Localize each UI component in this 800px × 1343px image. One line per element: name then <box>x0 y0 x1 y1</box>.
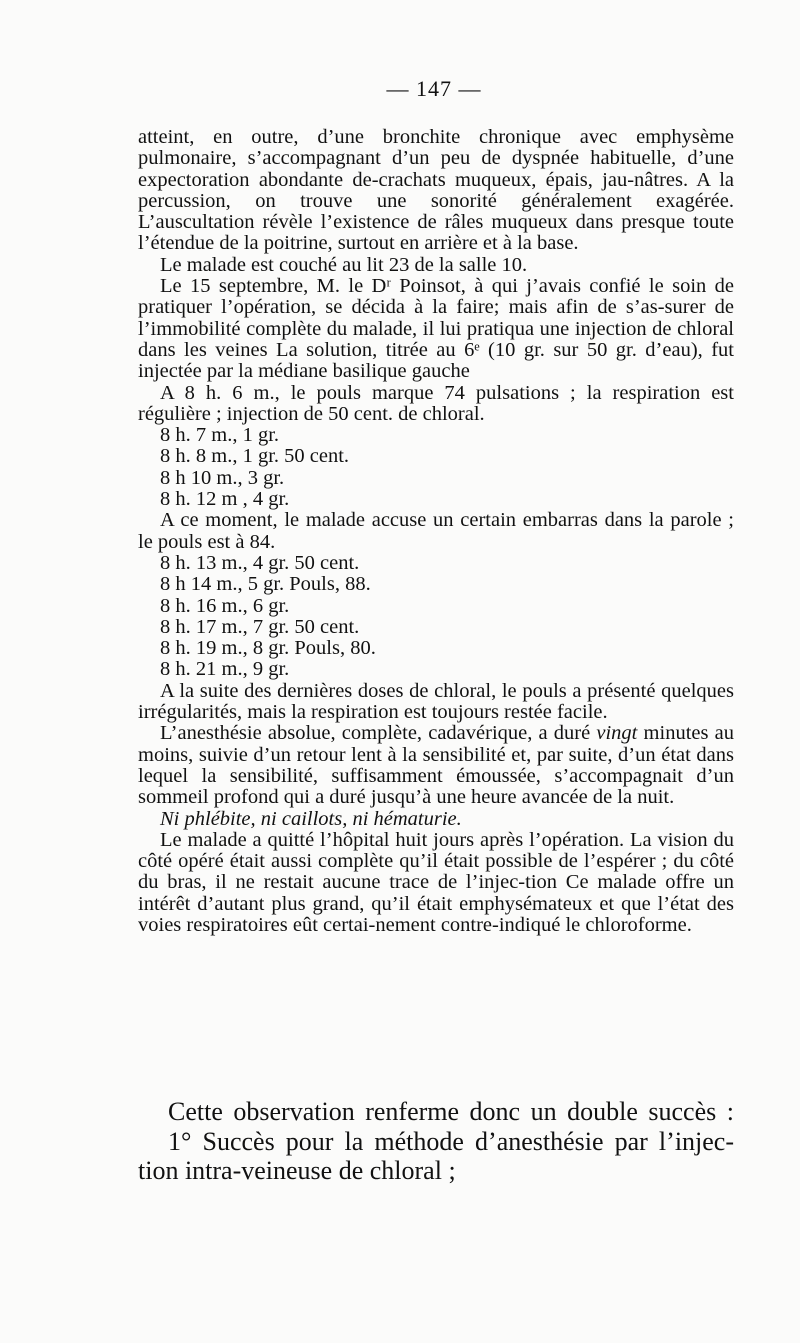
page-number: — 147 — <box>386 76 482 101</box>
body-text <box>138 127 734 936</box>
conclusion-block <box>138 1097 734 1186</box>
dose-line: 8 h 10 m., 3 gr. <box>160 466 285 489</box>
dose-line: 8 h. 13 m., 4 gr. 50 cent. <box>160 551 360 574</box>
dose-line: 8 h. 21 m., 9 gr. <box>160 658 290 681</box>
dose-line: 8 h. 17 m., 7 gr. 50 cent. <box>160 615 360 638</box>
complications-line: Ni phlébite, ni caillots, ni hématurie. <box>160 807 462 830</box>
paragraph-pulse: A 8 h. 6 m., le pouls marque 74 pulsations ; la respiration est régulière ; injection de 50 cent. de chloral. <box>138 381 734 425</box>
dose-list-a <box>138 425 734 510</box>
dose-line: 8 h. 16 m., 6 gr. <box>160 594 290 617</box>
anesthesia-emphasis: vingt <box>596 722 638 745</box>
dose-list-b <box>138 553 734 681</box>
dose-line: 8 h. 7 m., 1 gr. <box>160 424 280 447</box>
dose-line: 8 h. 19 m., 8 gr. Pouls, 80. <box>160 637 376 660</box>
paragraph-bed: Le malade est couché au lit 23 de la salle 10. <box>160 253 528 276</box>
dose-line: 8 h 14 m., 5 gr. Pouls, 88. <box>160 573 371 596</box>
paragraph-anesthesia <box>138 723 734 808</box>
conclusion-line: Cette observation renferme donc un double succès : <box>168 1097 734 1126</box>
conclusion-line: tion intra-veineuse de chloral ; <box>138 1156 456 1185</box>
dose-line: 8 h. 12 m , 4 gr. <box>160 488 290 511</box>
paragraph-outcome: Le malade a quitté l’hôpital huit jours après l’opération. La vision du côté opéré était aussi complète qu’il était possible de l’espérer ; du côté du bras, il ne restait aucune trace de l’injec-tion Ce malade offre un intérêt d’autant plus grand, qu’il était emphysémateux et que l’état des voies respiratoires eût certai-nement contre-indiqué le chloroforme. <box>138 828 734 936</box>
paragraph-irregularities: A la suite des dernières doses de chloral, le pouls a présenté quelques irrégularités, mais la respiration est toujours restée facile. <box>138 679 734 724</box>
dose-line: 8 h. 8 m., 1 gr. 50 cent. <box>160 445 350 468</box>
conclusion-line: 1° Succès pour la méthode d’anesthésie par l’injec- <box>168 1126 734 1156</box>
paragraph-speech: A ce moment, le malade accuse un certain embarras dans la parole ; le pouls est à 84. <box>138 509 734 553</box>
paragraph-operation: Le 15 septembre, M. le Dʳ Poinsot, à qui j’avais confié le soin de pratiquer l’opération, se décida à la faire; mais afin de s’as-surer de l’immobilité complète du malade, il lui pratiqua une injection de chloral dans les veines La solution, titrée au 6ᵉ (10 gr. sur 50 gr. d’eau), fut injectée par la médiane basilique gauche <box>138 275 734 383</box>
anesthesia-text-start: L’anesthésie absolue, complète, cadavérique, a duré <box>160 722 597 745</box>
anesthesia-text-end: minutes au moins, suivie d’un retour lent à la sensibilité et, par suite, d’un état dans lequel la sensibilité, suffisamment émoussée, s’accompagnait d’un sommeil profond qui a duré jusqu’à une heure avancée de la nuit. <box>138 722 734 809</box>
paragraph-bronchitis: atteint, en outre, d’une bronchite chronique avec emphysème pulmonaire, s’accompagnant d’un peu de dyspnée habituelle, d’une expectoration abondante de-crachats muqueux, épais, jau-nâtres. A la percussion, on trouve une sonorité généralement exagérée. L’auscultation révèle l’existence de râles muqueux dans presque toute l’étendue de la poitrine, surtout en arrière et à la base. <box>138 126 734 255</box>
